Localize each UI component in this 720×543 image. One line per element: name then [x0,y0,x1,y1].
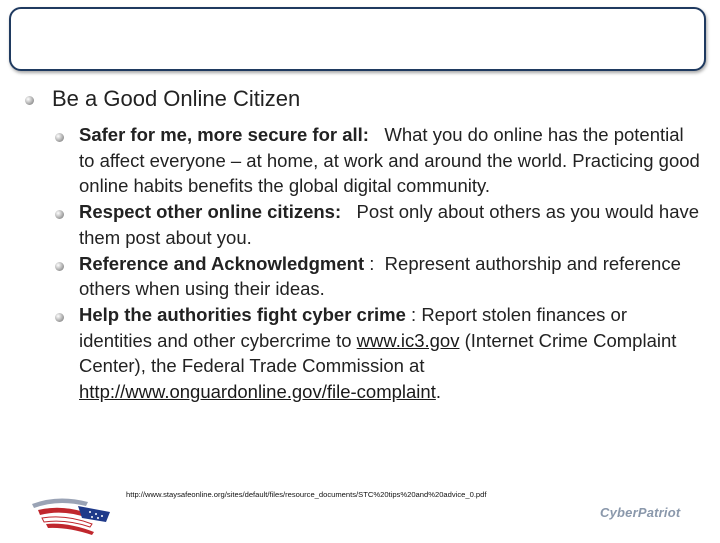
item-text: : Represent authorship and reference others when using their ideas. [79,252,686,300]
slide-heading: Be a Good Online Citizen [52,86,301,111]
item-bold-label: Help the authorities fight cyber crime [79,303,406,325]
item-text: Post only about others as you would have them post about you. [79,201,705,248]
item-bold-label: Respect other online citizens: [79,201,342,223]
source-url: http://www.staysafeonline.org/sites/default/files/resource_documents/STC%20tips%20and%20advice_0.pdf [126,490,487,499]
title-box [9,7,706,71]
item-bold-label: Safer for me, more secure for all: [79,124,369,145]
bullet-icon [25,96,34,105]
onguard-link[interactable]: http://www.onguardonline.gov/file-complaint [79,381,436,403]
bullet-icon [55,210,64,219]
bullet-icon [55,262,64,271]
cyberpatriot-logo [600,505,680,520]
bullet-icon [55,313,64,322]
item-text: (Internet Crime Complaint Center), the Federal Trade Commission at [79,329,677,377]
item-text: . [435,381,441,403]
bullet-list [79,122,704,405]
list-item [79,251,704,302]
flag-eagle-logo-icon [28,490,118,543]
list-item [79,199,704,250]
item-text: : Report stolen finances or identities and other cybercrime to [79,303,627,351]
item-text: What you do online has the potential to affect everyone – at home, at work and around the world. Practicing good online habits benefits the global digital community. [79,124,705,197]
bullet-icon [55,133,64,142]
item-bold-label: Reference and Acknowledgment [79,252,365,274]
brand-text: CyberPatriot [600,505,681,520]
list-item [79,302,704,405]
ic3-link[interactable]: www.ic3.gov [356,329,460,351]
list-item [79,122,704,199]
